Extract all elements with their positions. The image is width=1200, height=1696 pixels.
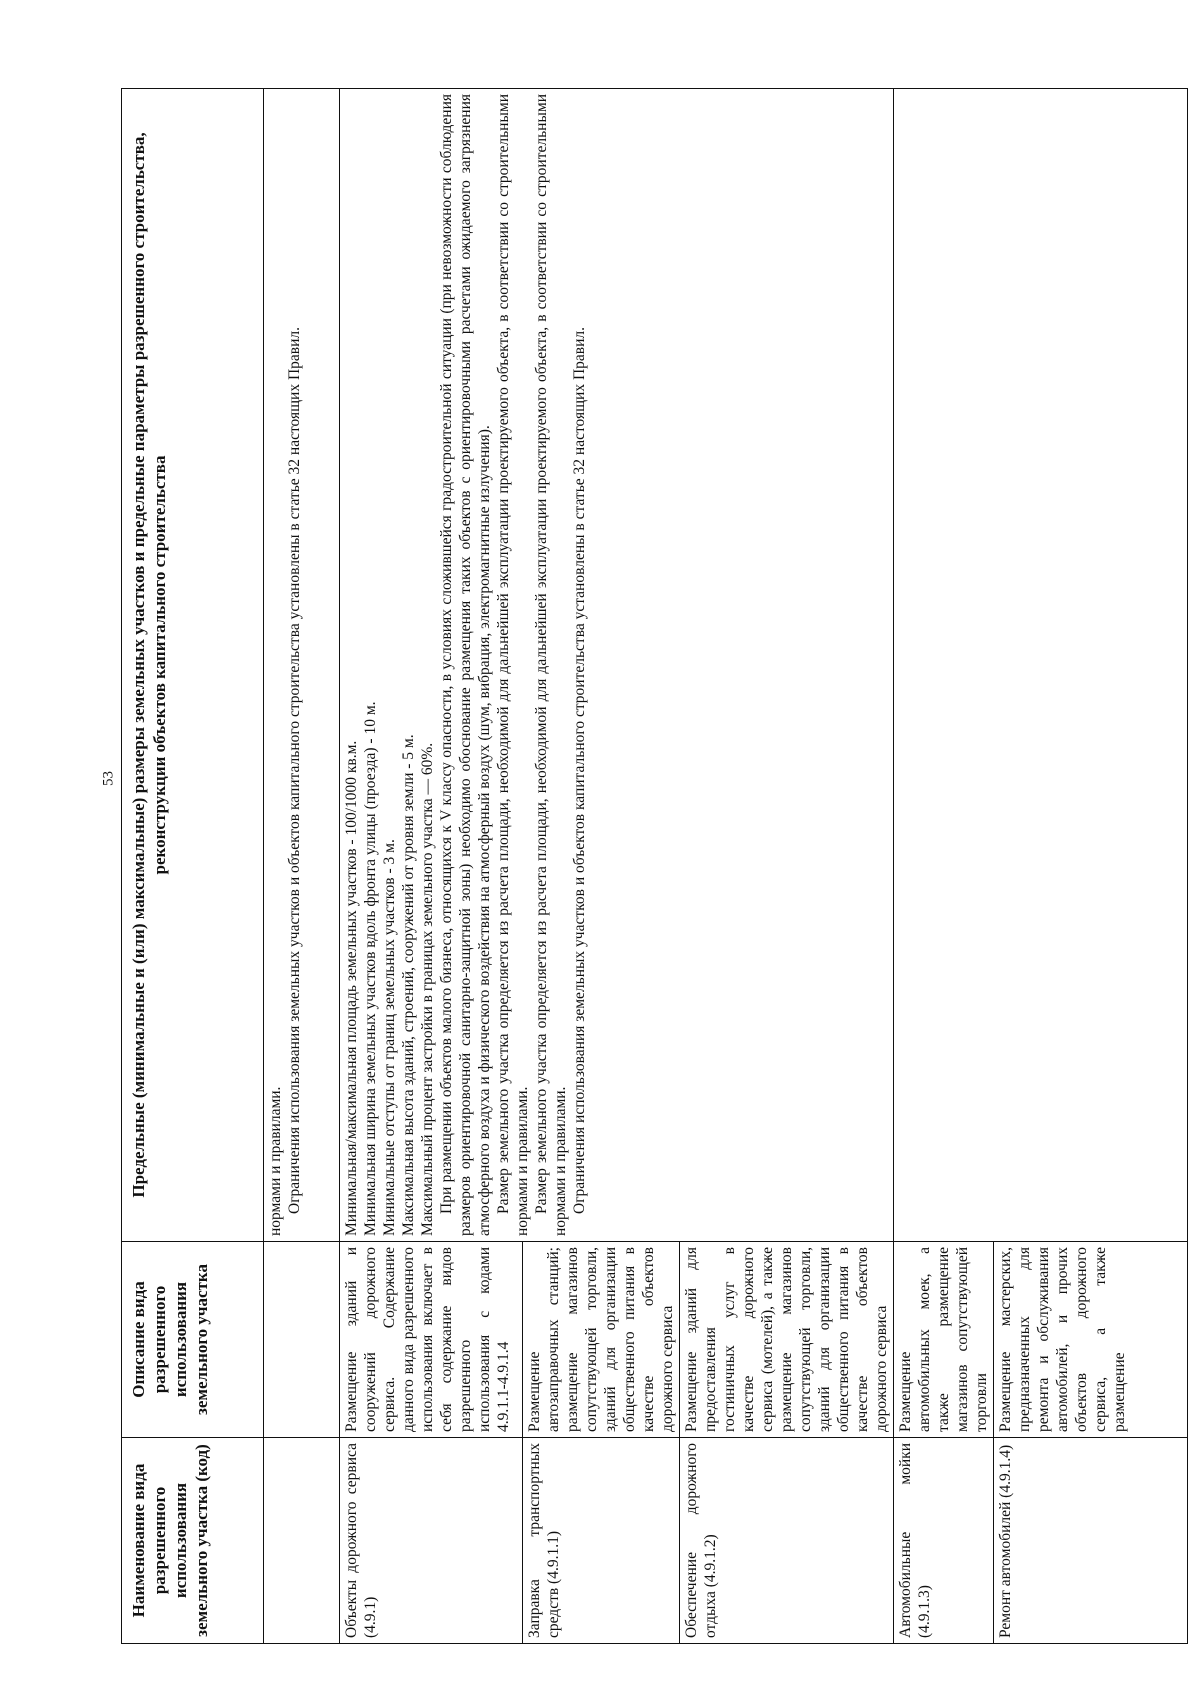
param-line: Ограничения использования земельных участков и объектов капитального строительства установлены в статье 32 настоящих Правил.: [286, 326, 303, 1214]
cell-use-description: Размещение зданий и сооружений дорожного сервиса. Содержание данного вида разрешенного использования включает в себя содержание видов разрешенного использования с кодами 4.9.1.1-4.9.1.4: [340, 1242, 523, 1438]
cell-use-name: Заправка транспортных средств (4.9.1.1): [523, 1438, 680, 1644]
param-line: Минимальные отступы от границ земельных участков - 3 м.: [381, 839, 398, 1236]
param-line: Размер земельного участка определяется из расчета площади, необходимой для дальнейшей эксплуатации проектируемого объекта, в соответствии со строительными нормами и правилами.: [533, 94, 569, 1236]
cell-parameters: [340, 89, 894, 1242]
regulations-table: [121, 88, 1188, 1644]
cell-use-description: Размещение автомобильных моек, а также размещение магазинов сопутствующей торговли: [894, 1242, 994, 1438]
param-line: нормами и правилами.: [267, 1086, 284, 1236]
cell-use-name: Обеспечение дорожного отдыха (4.9.1.2): [680, 1438, 894, 1644]
table-row: [264, 89, 340, 1644]
cell-use-description: Размещение мастерских, предназначенных для ремонта и обслуживания автомобилей, и прочих объектов дорожного сервиса, а также размещение: [994, 1242, 1188, 1438]
cell-parameters-empty: [894, 89, 1188, 1242]
header-parameters: Предельные (минимальные и (или) максимальные) размеры земельных участков и предельные параметры разрешенного строительства, реконструкции объектов капитального строительства: [122, 89, 264, 1242]
param-line: Максимальная высота зданий, строений, сооружений от уровня земли - 5 м.: [400, 734, 417, 1236]
cell-use-description: Размещение автозаправочных станций; размещение магазинов сопутствующей торговли, зданий для организации общественного питания в качестве объектов дорожного сервиса: [523, 1242, 680, 1438]
param-line: Размер земельного участка определяется из расчета площади, необходимой для дальнейшей эксплуатации проектируемого объекта, в соответствии со строительными нормами и правилами.: [495, 94, 531, 1236]
cell-use-name: Объекты дорожного сервиса (4.9.1): [340, 1438, 523, 1644]
cell-use-name: [264, 1438, 340, 1644]
table-row: [340, 89, 523, 1644]
table-row: [894, 89, 994, 1644]
cell-use-name: Ремонт автомобилей (4.9.1.4): [994, 1438, 1188, 1644]
page-number: 53: [100, 771, 117, 786]
cell-use-name: Автомобильные мойки (4.9.1.3): [894, 1438, 994, 1644]
cell-use-description: [264, 1242, 340, 1438]
header-use-description: Описание вида разрешенного использования земельного участка: [122, 1242, 264, 1438]
param-line: Ограничения использования земельных участков и объектов капитального строительства установлены в статье 32 настоящих Правил.: [571, 326, 588, 1214]
param-line: Минимальная ширина земельных участков вдоль фронта улицы (проезда) - 10 м.: [362, 701, 379, 1236]
header-use-name: Наименование вида разрешенного использования земельного участка (код): [122, 1438, 264, 1644]
param-line: Минимальная/максимальная площадь земельных участков - 100/1000 кв.м.: [343, 740, 360, 1236]
table-header-row: [122, 89, 264, 1644]
cell-use-description: Размещение зданий для предоставления гостиничных услуг в качестве дорожного сервиса (мотелей), а также размещение магазинов сопутствующей торговли, зданий для организации общественного питания в качестве объектов дорожного сервиса: [680, 1242, 894, 1438]
param-line: При размещении объектов малого бизнеса, относящихся к V классу опасности, в условиях сложившейся градостроительной ситуации (при невозможности соблюдения размеров ориентировочной санитарно-защитной зоны) необходимо обоснование размещения таких объектов с ориентировочными расчетами ожидаемого загрязнения атмосферного воздуха и физического воздействия на атмосферный воздух (шум, вибрация, электромагнитные излучения).: [438, 94, 493, 1236]
rotated-page-content: [121, 88, 1188, 1644]
cell-parameters: [264, 89, 340, 1242]
param-line: Максимальный процент застройки в границах земельного участка — 60%.: [419, 742, 436, 1236]
